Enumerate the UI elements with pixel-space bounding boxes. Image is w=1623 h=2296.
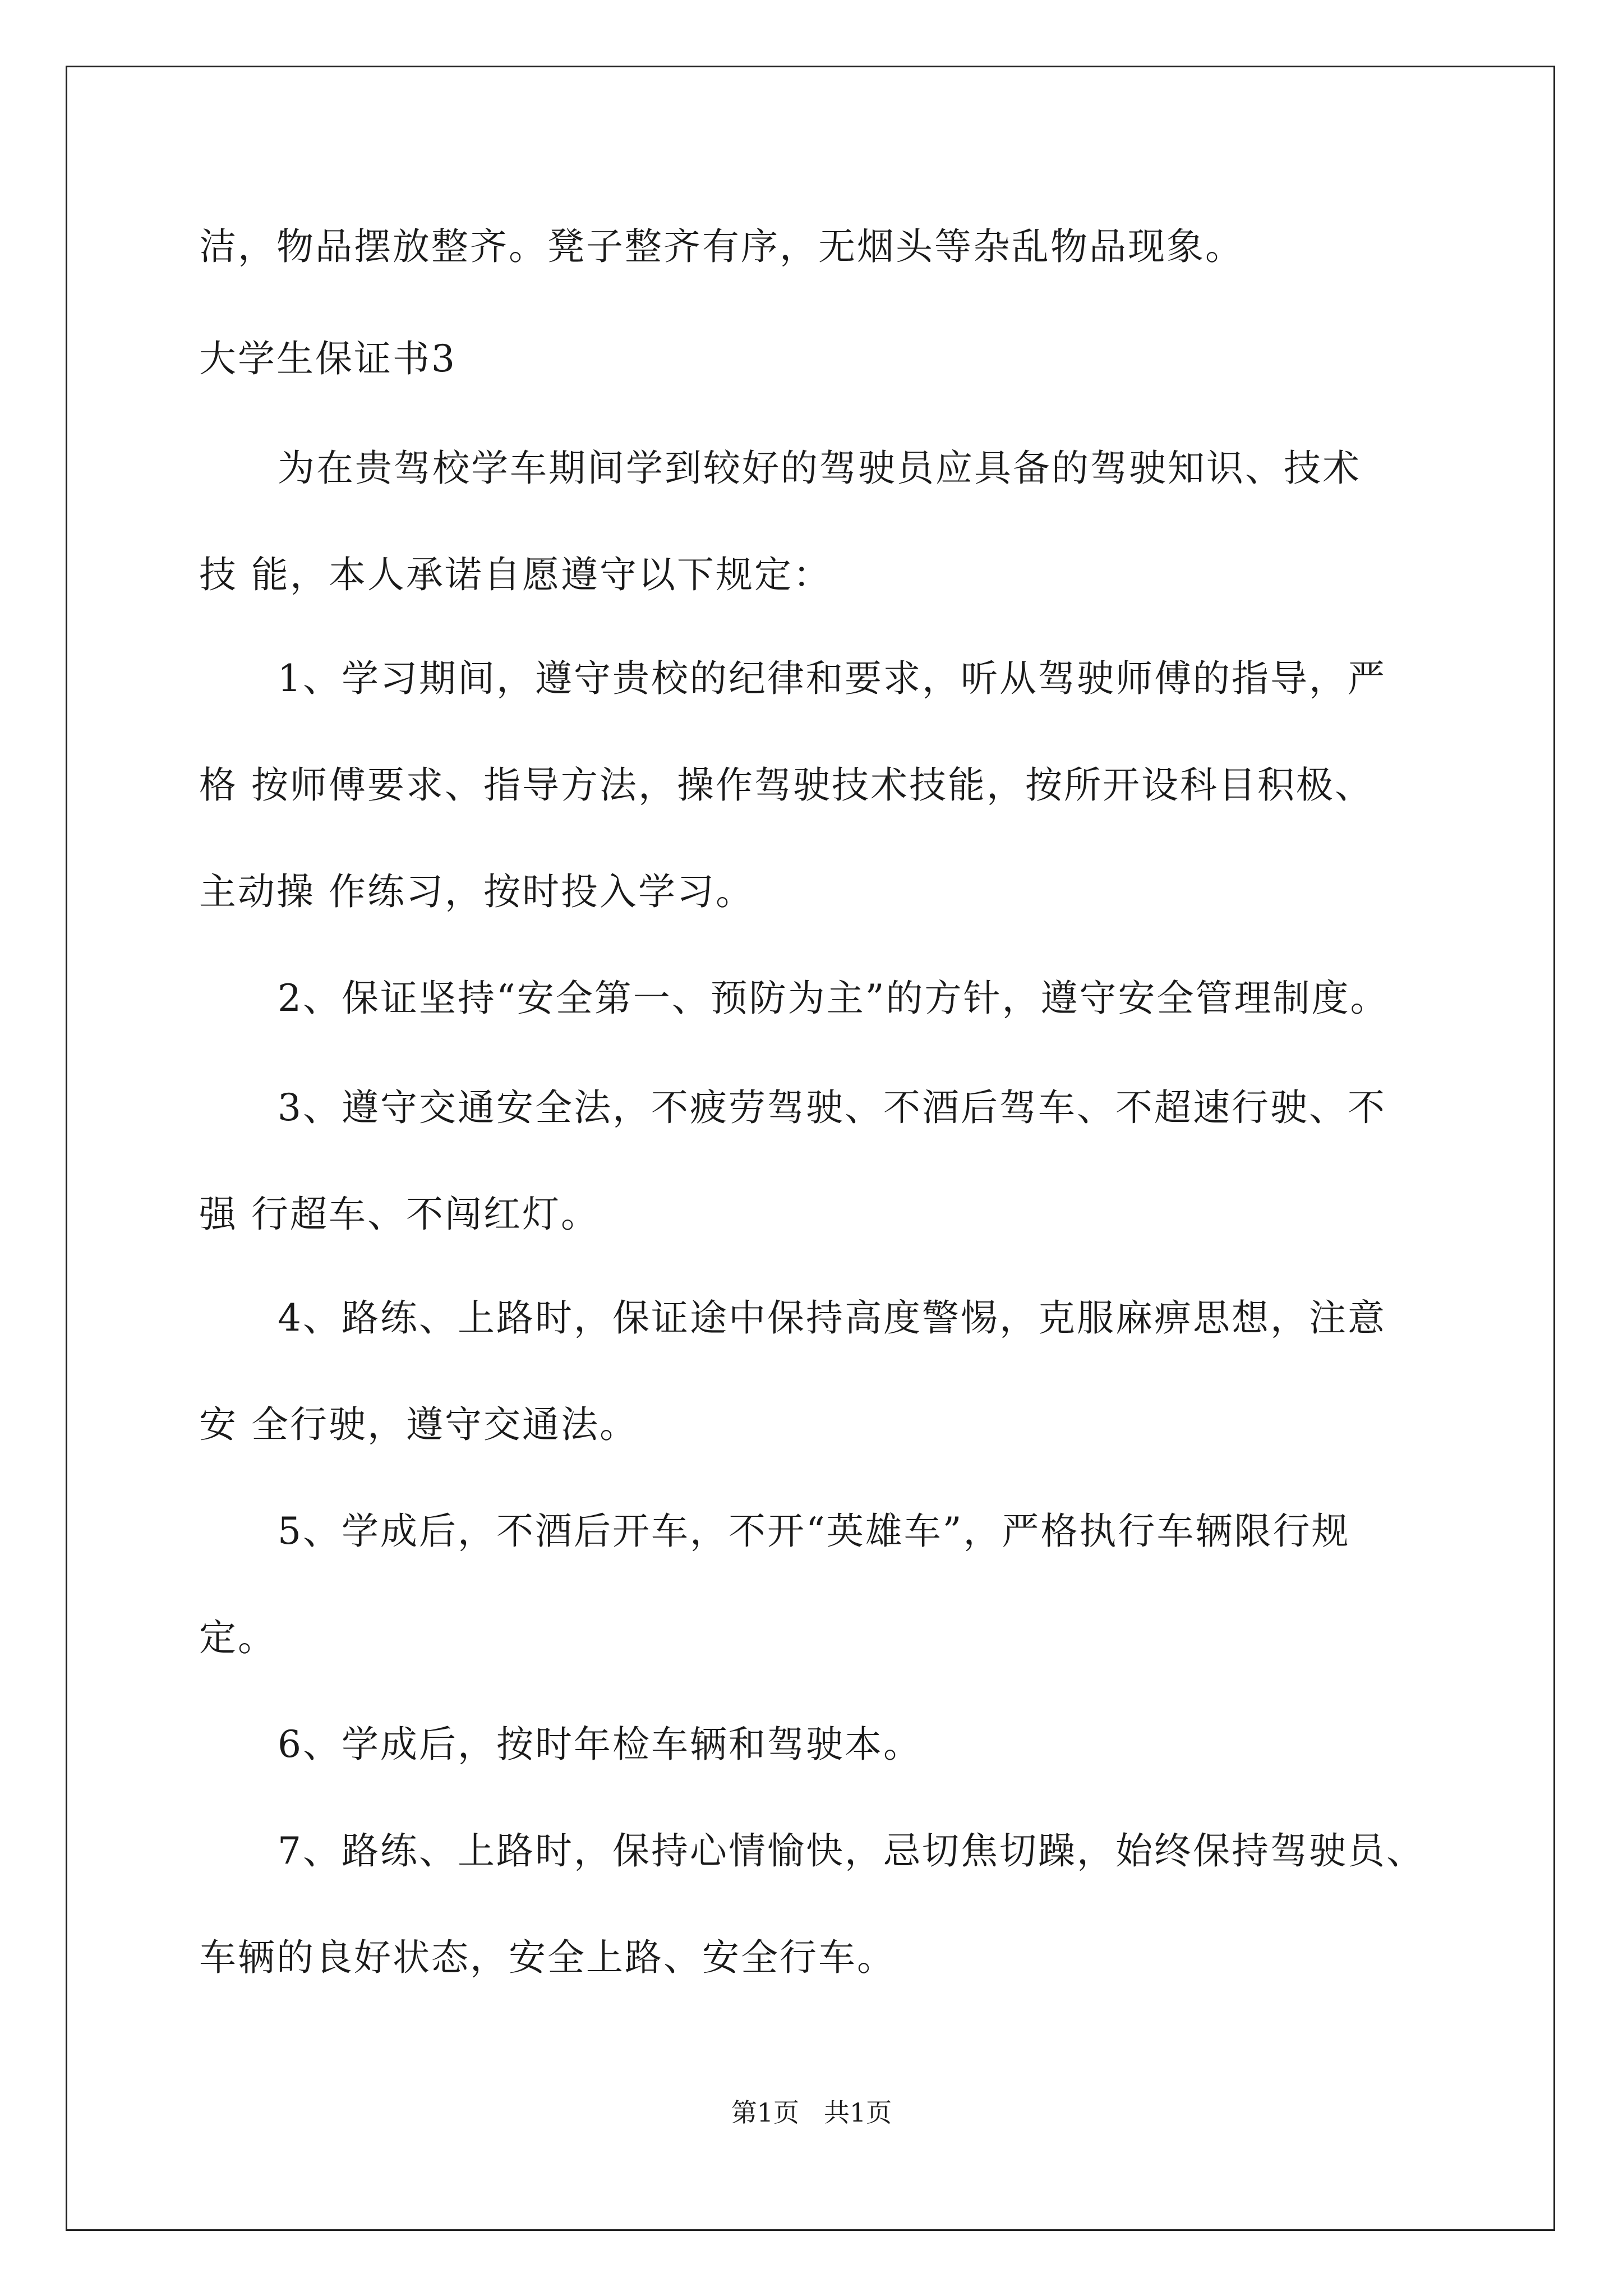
page-border (66, 66, 1555, 2231)
rule-item-2: 2、保证坚持“安全第一、预防为主”的方针，遵守安全管理制度。 (278, 977, 1389, 1020)
rule-item-6: 6、学成后，按时年检车辆和驾驶本。 (278, 1723, 922, 1766)
page-number-current: 第1页 (731, 2097, 799, 2128)
rule-item-5-line-1: 5、学成后，不酒后开车，不开“英雄车”，严格执行车辆限行规 (278, 1510, 1350, 1553)
rule-item-1-line-2: 格 按师傅要求、指导方法，操作驾驶技术技能，按所开设科目积极、 (199, 763, 1373, 807)
page-footer (0, 2096, 1623, 2129)
rule-item-7-line-1: 7、路练、上路时，保持心情愉快，忌切焦切躁，始终保持驾驶员、 (278, 1829, 1425, 1872)
rule-item-4-line-2: 安 全行驶，遵守交通法。 (199, 1403, 638, 1446)
rule-item-1-line-1: 1、学习期间，遵守贵校的纪律和要求，听从驾驶师傅的指导，严 (278, 657, 1386, 700)
page-number-total: 共1页 (824, 2097, 892, 2128)
rule-item-5-line-2: 定。 (199, 1616, 276, 1659)
rule-item-3-line-2: 强 行超车、不闯红灯。 (199, 1193, 600, 1236)
paragraph-line-intro-2: 技 能，本人承诺自愿遵守以下规定： (199, 553, 832, 596)
rule-item-1-line-3: 主动操 作练习，按时投入学习。 (199, 870, 754, 913)
rule-item-3-line-1: 3、遵守交通安全法，不疲劳驾驶、不酒后驾车、不超速行驶、不 (278, 1086, 1386, 1129)
rule-item-7-line-2: 车辆的良好状态，安全上路、安全行车。 (199, 1936, 896, 1979)
section-heading: 大学生保证书3 (199, 337, 457, 380)
paragraph-line-continuation: 洁，物品摆放整齐。凳子整齐有序，无烟头等杂乱物品现象。 (199, 225, 1244, 268)
paragraph-line-intro-1: 为在贵驾校学车期间学到较好的驾驶员应具备的驾驶知识、技术 (278, 447, 1361, 490)
rule-item-4-line-1: 4、路练、上路时，保证途中保持高度警惕，克服麻痹思想，注意 (278, 1296, 1386, 1340)
